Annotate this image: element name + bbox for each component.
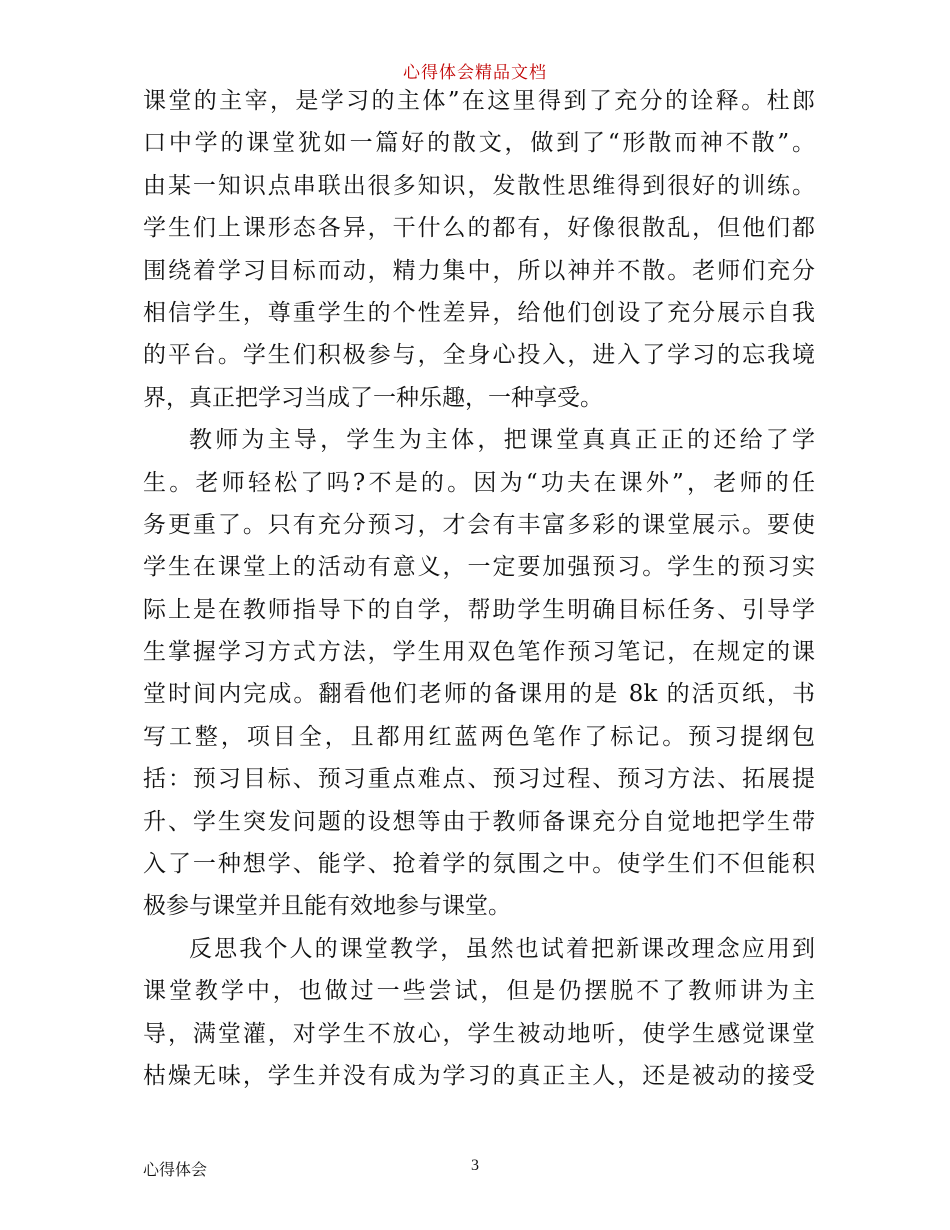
text-line: 围绕着学习目标而动，精力集中，所以神并不散。老师们充分 [143,257,815,284]
text-line: 极参与课堂并且能有效地参与课堂。 [143,893,511,920]
text-line: 生。老师轻松了吗?不是的。因为“功夫在课外”，老师的任 [143,469,815,496]
paragraph-first-line: 反思我个人的课堂教学，虽然也试着把新课改理念应用到 [189,935,815,962]
page-number: 3 [471,1157,479,1174]
text-line: 的平台。学生们积极参与，全身心投入，进入了学习的忘我境 [143,342,815,369]
paragraph-first-line: 教师为主导，学生为主体，把课堂真真正正的还给了学 [189,427,815,454]
header-title: 心得体会精品文档 [403,63,547,83]
text-line: 学生在课堂上的活动有意义，一定要加强预习。学生的预习实 [143,554,815,581]
text-line: 写工整，项目全，且都用红蓝两色笔作了标记。预习提纲包 [143,723,815,750]
text-line: 生掌握学习方式方法，学生用双色笔作预习笔记，在规定的课 [143,639,815,666]
text-line: 导，满堂灌，对学生不放心，学生被动地听，使学生感觉课堂 [143,1020,815,1047]
text-line: 际上是在教师指导下的自学，帮助学生明确目标任务、引导学 [143,596,815,623]
text-line: 口中学的课堂犹如一篇好的散文，做到了“形散而神不散”。 [143,130,815,157]
text-line: 括：预习目标、预习重点难点、预习过程、预习方法、拓展提 [143,766,815,793]
text-line: 堂时间内完成。翻看他们老师的备课用的是 8k 的活页纸，书 [143,681,815,708]
text-line: 由某一知识点串联出很多知识，发散性思维得到很好的训练。 [143,172,815,199]
document-body [143,80,815,1097]
text-line: 课堂的主宰，是学习的主体”在这里得到了充分的诠释。杜郎 [143,88,815,114]
text-line: 升、学生突发问题的设想等由于教师备课充分自觉地把学生带 [143,808,815,835]
text-line: 界，真正把学习当成了一种乐趣，一种享受。 [143,384,603,411]
text-line: 入了一种想学、能学、抢着学的氛围之中。使学生们不但能积 [143,851,815,878]
text-line: 相信学生，尊重学生的个性差异，给他们创设了充分展示自我 [143,299,815,326]
text-line: 课堂教学中，也做过一些尝试，但是仍摆脱不了教师讲为主 [143,978,815,1005]
text-line: 学生们上课形态各异，干什么的都有，好像很散乱，但他们都 [143,215,815,242]
text-line: 务更重了。只有充分预习，才会有丰富多彩的课堂展示。要使 [143,511,815,538]
footer-label: 心得体会 [143,1160,208,1179]
text-line: 枯燥无味，学生并没有成为学习的真正主人，还是被动的接受 [143,1062,815,1089]
